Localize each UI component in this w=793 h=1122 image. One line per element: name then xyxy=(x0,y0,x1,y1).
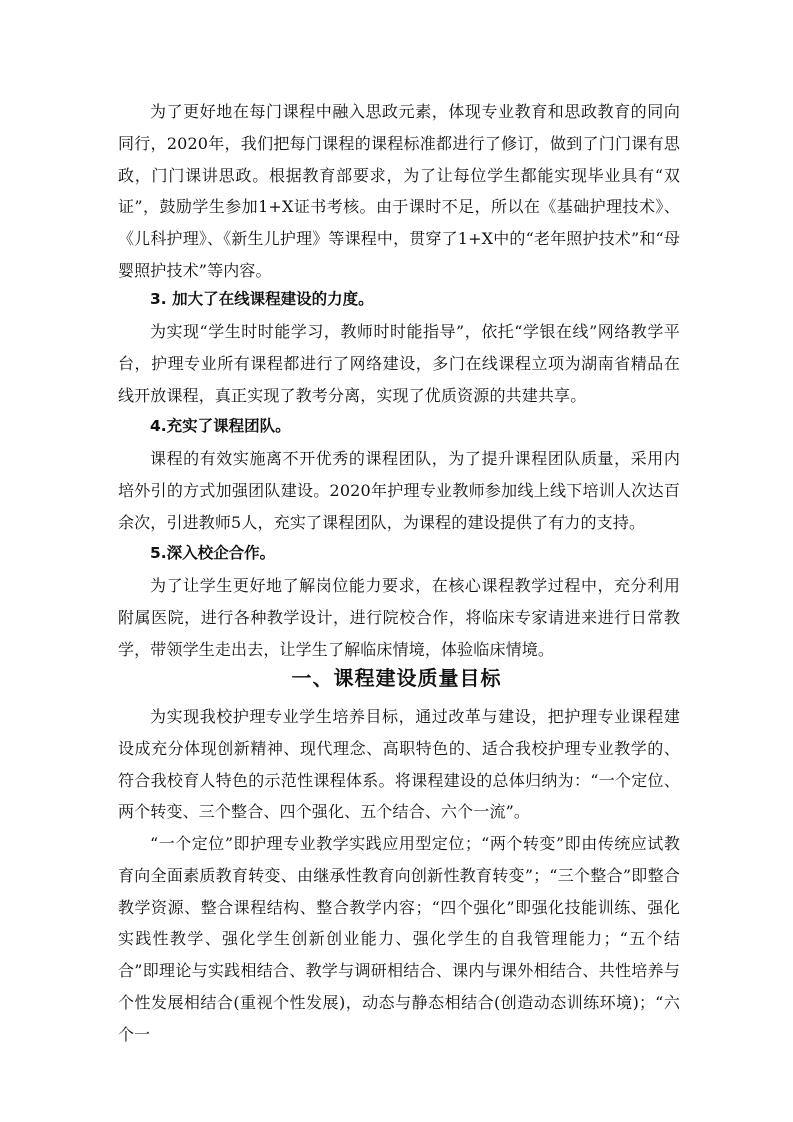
heading-school-enterprise: 5.深入校企合作。 xyxy=(150,544,276,562)
paragraph-online-course: 为实现“学生时时能学习，教师时时能指导”，依托“学银在线”网络教学平台，护理专业所有课程都进行了网络建设，多门在线课程立项为湖南省精品在线开放课程，真正实现了教考分离，实现了优质资源的共建共享。 xyxy=(118,322,680,405)
paragraph-course-team: 课程的有效实施离不开优秀的课程团队，为了提升课程团队质量，采用内培外引的方式加强团队建设。2020年护理专业教师参加线上线下培训人次达百余次，引进教师5人，充实了课程团队，为课程的建设提供了有力的支持。 xyxy=(118,449,680,532)
heading-online-course: 3. 加大了在线课程建设的力度。 xyxy=(150,290,374,308)
heading-course-team: 4.充实了课程团队。 xyxy=(150,417,291,435)
paragraph-goal-detail: “一个定位”即护理专业教学实践应用型定位；“两个转变”即由传统应试教育向全面素质教育转变、由继承性教育向创新性教育转变”；“三个整合”即整合教学资源、整合课程结构、整合教学内容；“四个强化”即强化技能训练、强化实践性教学、强化学生创新创业能力、强化学生的自我管理能力；“五个结合”即理论与实践相结合、教学与调研相结合、课内与课外相结合、共性培养与个性发展相结合(重视个性发展)，动态与静态相结合(创造动态训练环境)；“六个一 xyxy=(118,834,680,1044)
paragraph-goal: 为实现我校护理专业学生培养目标，通过改革与建设，把护理专业课程建设成充分体现创新精神、现代理念、高职特色的、适合我校护理专业教学的、符合我校育人特色的示范性课程体系。将课程建设的总体归纳为：“一个定位、两个转变、三个整合、四个强化、五个结合、六个一流”。 xyxy=(118,707,680,822)
section-title: 一、课程建设质量目标 xyxy=(291,666,502,690)
paragraph-ideology: 为了更好地在每门课程中融入思政元素，体现专业教育和思政教育的同向同行，2020年，我们把每门课程的课程标准都进行了修订，做到了门门课有思政，门门课讲思政。根据教育部要求，为了让每位学生都能实现毕业具有“双证”，鼓励学生参加1+X证书考核。由于课时不足，所以在《基础护理技术》、《儿科护理》、《新生儿护理》等课程中，贯穿了1+X中的“老年照护技术”和“母婴照护技术”等内容。 xyxy=(118,102,680,280)
paragraph-school-enterprise: 为了让学生更好地了解岗位能力要求，在核心课程教学过程中，充分利用附属医院，进行各种教学设计，进行院校合作，将临床专家请进来进行日常教学，带领学生走出去，让学生了解临床情境，体验临床情境。 xyxy=(118,576,680,659)
